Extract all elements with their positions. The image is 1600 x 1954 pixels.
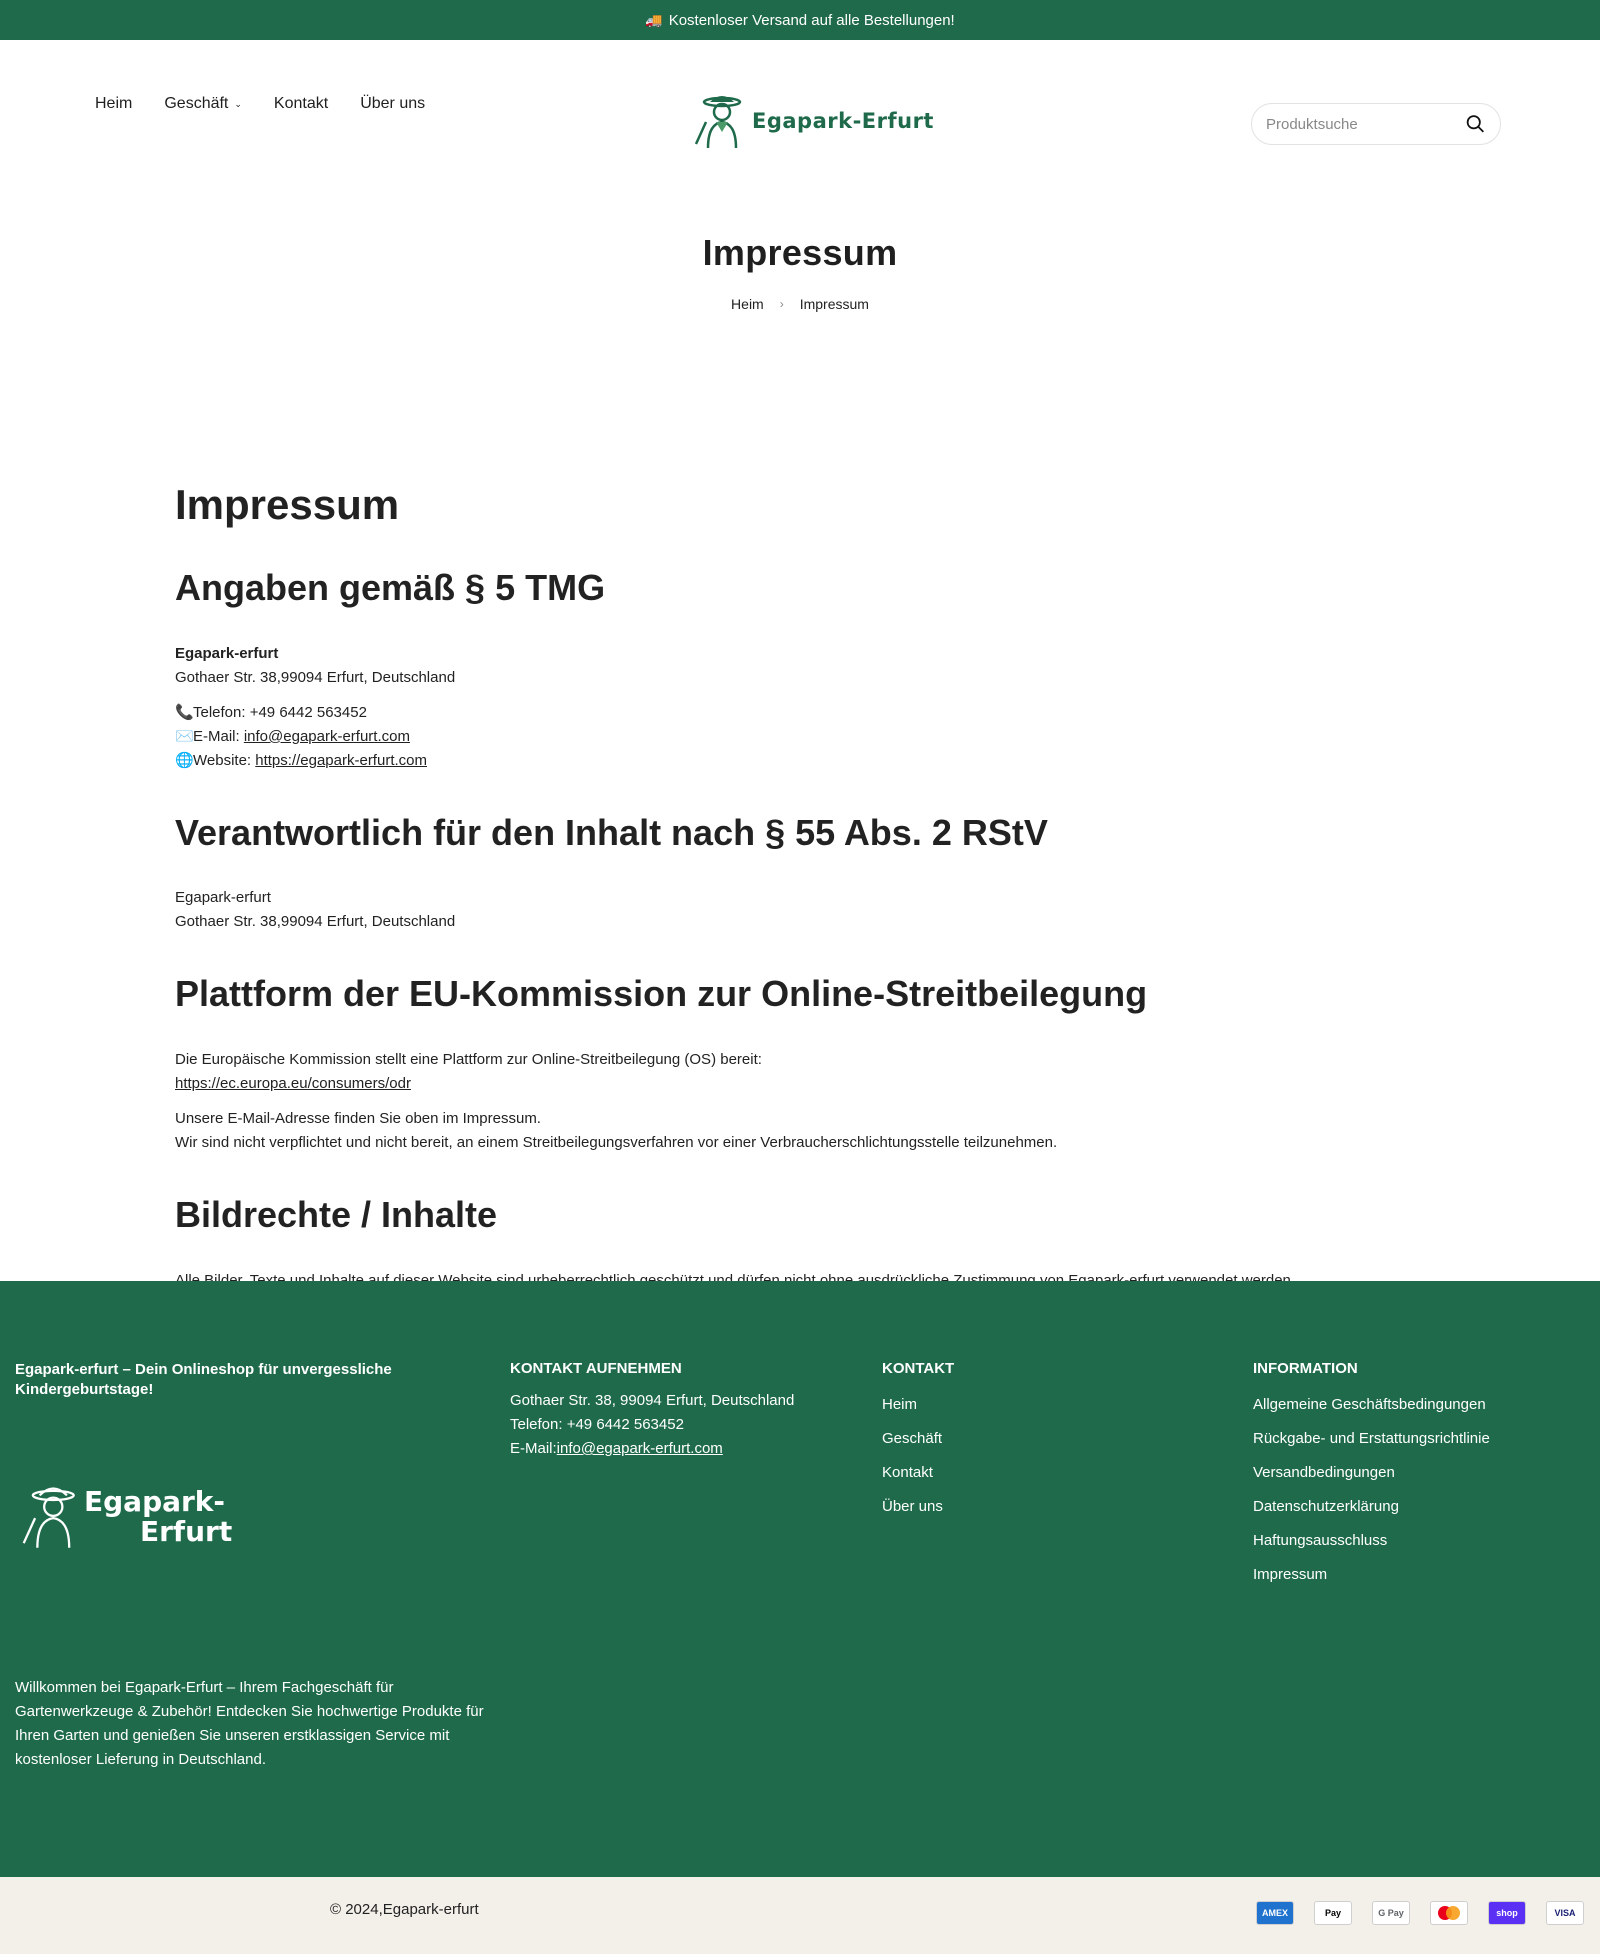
website-label: Website: (193, 751, 256, 769)
announcement-bar (0, 0, 1600, 40)
nav-contact[interactable]: Kontakt (273, 95, 329, 112)
footer-contact-column (510, 1360, 794, 1461)
nav-home[interactable]: Heim (95, 95, 133, 112)
google-pay-icon: G Pay (1372, 1901, 1410, 1925)
phone-text: Telefon: +49 6442 563452 (193, 703, 367, 721)
footer-link-contact[interactable]: Kontakt (882, 1464, 933, 1481)
company-block (175, 642, 1425, 690)
footer-link-privacy[interactable]: Datenschutzerklärung (1253, 1498, 1399, 1515)
footer-kontakt-column (882, 1360, 954, 1531)
odr-note (175, 1107, 1425, 1155)
mastercard-icon (1430, 1901, 1468, 1925)
payment-icons (1256, 1901, 1584, 1925)
company-name: Egapark-erfurt (175, 644, 279, 662)
search-input[interactable] (1266, 116, 1465, 133)
responsible-name: Egapark-erfurt (175, 889, 271, 907)
breadcrumb (0, 296, 1600, 312)
section-heading: Bildrechte / Inhalte (175, 1193, 498, 1235)
footer-brand-column (15, 1360, 435, 1400)
footer-email-line: E-Mail:info@egapark-erfurt.com (510, 1440, 723, 1457)
footer-logo[interactable] (18, 1484, 232, 1550)
responsible-address: Gothaer Str. 38,99094 Erfurt, Deutschland (175, 913, 456, 931)
envelope-icon: ✉️ (175, 727, 194, 745)
page-header (0, 168, 1600, 416)
chevron-down-icon: ⌄ (234, 98, 242, 109)
odr-note-2: Wir sind nicht verpflichtet und nicht bereit, an einem Streitbeilegungsverfahren vor einer Verbraucherschlichtungsstelle teilzunehmen. (175, 1133, 1058, 1151)
section-tmg (175, 568, 1425, 773)
footer-link-about[interactable]: Über uns (882, 1498, 943, 1515)
bottom-bar (0, 1877, 1600, 1954)
footer-information-column (1253, 1360, 1490, 1599)
section-heading: Plattform der EU-Kommission zur Online-Streitbeilegung (175, 973, 1148, 1015)
section-odr (175, 974, 1425, 1155)
footer-link-home[interactable]: Heim (882, 1396, 918, 1413)
footer-link-agb[interactable]: Allgemeine Geschäftsbedingungen (1253, 1396, 1486, 1413)
logo-text: Egapark-Erfurt (752, 109, 934, 133)
shop-pay-icon: shop (1488, 1901, 1526, 1925)
chevron-right-icon: › (779, 297, 784, 311)
phone-icon: 📞 (175, 703, 194, 721)
section-heading: Verantwortlich für den Inhalt nach § 55 Abs. 2 RStV (175, 811, 1048, 853)
visa-icon: VISA (1546, 1901, 1584, 1925)
email-link[interactable]: info@egapark-erfurt.com (243, 727, 410, 745)
footer-link-returns[interactable]: Rückgabe- und Erstattungsrichtlinie (1253, 1430, 1490, 1447)
breadcrumb-home[interactable]: Heim (731, 296, 764, 312)
odr-link[interactable]: https://ec.europa.eu/consumers/odr (175, 1074, 411, 1092)
apple-pay-icon: Pay (1314, 1901, 1352, 1925)
section-rstv (175, 813, 1425, 935)
footer-link-impressum[interactable]: Impressum (1253, 1566, 1328, 1583)
nav-shop[interactable]: Geschäft ⌄ (164, 95, 242, 112)
footer-link-shipping[interactable]: Versandbedingungen (1253, 1464, 1395, 1481)
site-logo[interactable] (692, 92, 934, 150)
odr-text: Die Europäische Kommission stellt eine Plattform zur Online-Streitbeilegung (OS) bereit: (175, 1050, 762, 1068)
footer-link-shop[interactable]: Geschäft (882, 1430, 943, 1447)
section-image-rights (175, 1195, 1425, 1293)
search-icon[interactable] (1465, 113, 1486, 135)
footer-address: Gothaer Str. 38, 99094 Erfurt, Deutschland (510, 1392, 795, 1409)
odr-paragraph (175, 1048, 1425, 1096)
gardener-mascot-icon (18, 1484, 84, 1550)
footer-phone: Telefon: +49 6442 563452 (510, 1416, 684, 1433)
copyright: © 2024,Egapark-erfurt (330, 1901, 479, 1918)
truck-icon: 🚚 (645, 11, 663, 28)
odr-note-1: Unsere E-Mail-Adresse finden Sie oben im Impressum. (175, 1109, 541, 1127)
site-header (0, 40, 1600, 168)
section-heading: Angaben gemäß § 5 TMG (175, 567, 606, 609)
footer-heading: INFORMATION (1253, 1360, 1358, 1377)
page-title: Impressum (702, 232, 898, 273)
footer-logo-text: Egapark- Erfurt (84, 1485, 233, 1548)
search-box (1251, 103, 1501, 145)
main-nav (95, 40, 425, 168)
content-title: Impressum (175, 481, 400, 528)
footer-tagline: Egapark-erfurt – Dein Onlineshop für unvergessliche Kindergeburtstage! (15, 1361, 392, 1398)
contact-block (175, 701, 1425, 773)
footer-about: Willkommen bei Egapark-Erfurt – Ihrem Fachgeschäft für Gartenwerkzeuge & Zubehör! Entdecken Sie hochwertige Produkte für Ihren Garten und genießen Sie unseren erstklassigen Service mit kostenloser Lieferung in Deutschland. (15, 1679, 484, 1768)
gardener-mascot-icon (692, 92, 748, 150)
email-label: E-Mail: (193, 727, 244, 745)
footer-link-disclaimer[interactable]: Haftungsausschluss (1253, 1532, 1388, 1549)
footer-kontakt-links (882, 1395, 954, 1517)
footer-email-link[interactable]: info@egapark-erfurt.com (556, 1440, 723, 1457)
impressum-content (0, 416, 1600, 1293)
website-link[interactable]: https://egapark-erfurt.com (255, 751, 427, 769)
footer-heading: KONTAKT (882, 1360, 955, 1377)
site-footer (0, 1281, 1600, 1877)
globe-icon: 🌐 (175, 751, 194, 769)
amex-icon: AMEX (1256, 1901, 1294, 1925)
announcement-text: Kostenloser Versand auf alle Bestellungen! (668, 11, 955, 29)
footer-heading: KONTAKT AUFNEHMEN (510, 1360, 682, 1377)
footer-information-links (1253, 1395, 1490, 1585)
responsible-block (175, 886, 1425, 934)
company-address: Gothaer Str. 38,99094 Erfurt, Deutschland (175, 668, 456, 686)
nav-about[interactable]: Über uns (360, 95, 426, 112)
breadcrumb-current: Impressum (799, 296, 869, 312)
